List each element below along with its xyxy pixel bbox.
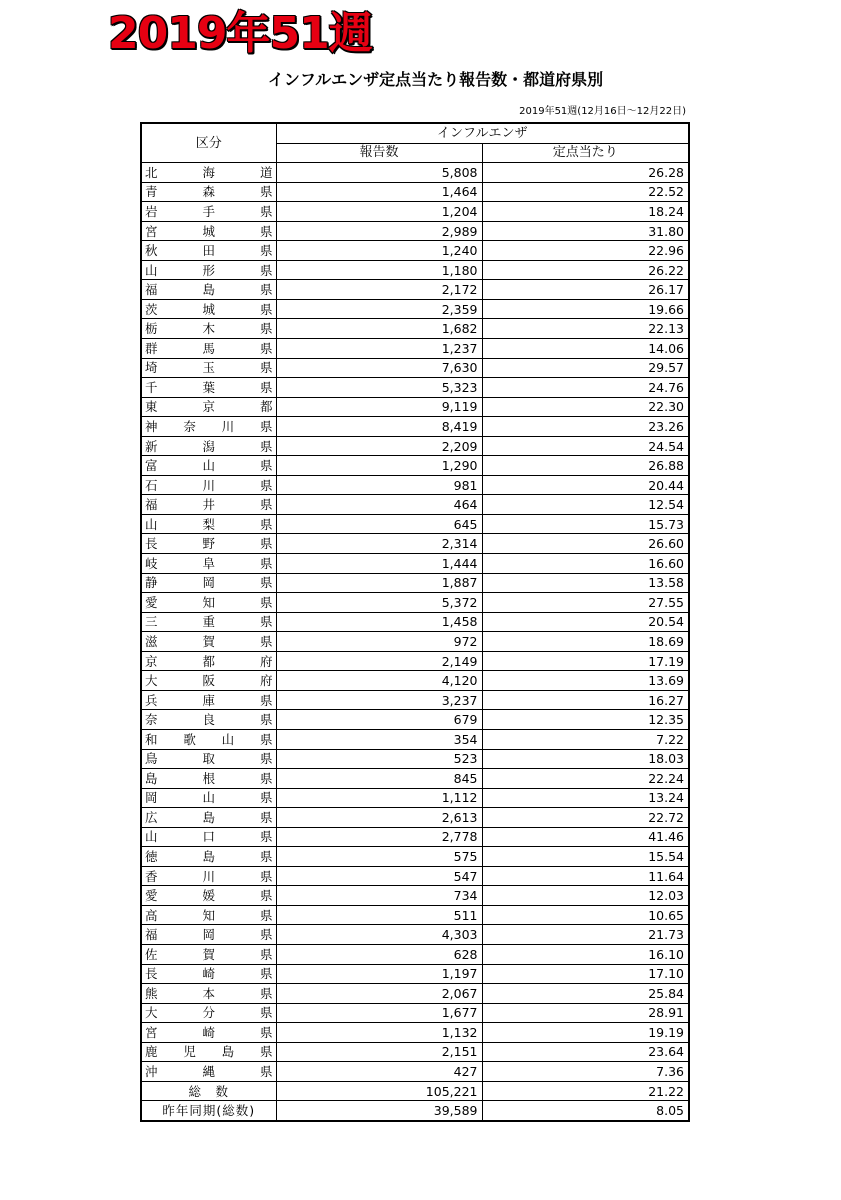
- region-name-text: 長 野 県: [145, 536, 273, 552]
- table-row: [141, 1062, 689, 1082]
- region-name-text: 広 島 県: [145, 809, 273, 825]
- per-sentinel-value: 22.72: [482, 808, 689, 828]
- table-row: [141, 163, 689, 183]
- report-count: 1,240: [276, 241, 482, 261]
- per-sentinel-value: 21.73: [482, 925, 689, 945]
- per-sentinel-value: 18.24: [482, 202, 689, 222]
- table-row: [141, 905, 689, 925]
- region-name-text: 徳 島 県: [145, 849, 273, 864]
- region-name: [141, 202, 276, 222]
- table-row: [141, 769, 689, 789]
- table-row: [141, 788, 689, 808]
- per-sentinel-value: 20.54: [482, 612, 689, 632]
- region-name-text: 京 都 府: [145, 653, 273, 669]
- report-count: 547: [276, 866, 482, 886]
- per-sentinel-value: 23.26: [482, 417, 689, 437]
- report-count: 972: [276, 632, 482, 652]
- region-name-text: 大 阪 府: [145, 673, 273, 689]
- per-sentinel-value: 26.22: [482, 260, 689, 280]
- region-name: [141, 612, 276, 632]
- table-row: [141, 554, 689, 574]
- per-sentinel-value: 31.80: [482, 221, 689, 241]
- region-name-text: 和 歌 山 県: [145, 731, 273, 747]
- report-count: 2,613: [276, 808, 482, 828]
- table-row: [141, 984, 689, 1004]
- region-name: [141, 690, 276, 710]
- table-row: [141, 260, 689, 280]
- table-row: [141, 514, 689, 534]
- table-row: [141, 1081, 689, 1101]
- region-name-text: 熊 本 県: [145, 985, 273, 1001]
- per-sentinel-value: 22.96: [482, 241, 689, 261]
- per-sentinel-value: 16.10: [482, 944, 689, 964]
- per-sentinel-value: 18.03: [482, 749, 689, 769]
- table-row: [141, 1003, 689, 1023]
- header-category: 区分: [141, 123, 276, 163]
- region-name: [141, 788, 276, 808]
- report-count: 679: [276, 710, 482, 730]
- per-sentinel-value: 25.84: [482, 984, 689, 1004]
- report-count: 2,172: [276, 280, 482, 300]
- region-name-text: 群 馬 県: [145, 340, 273, 356]
- region-name: [141, 241, 276, 261]
- per-sentinel-value: 17.19: [482, 651, 689, 671]
- region-name: [141, 964, 276, 984]
- per-sentinel-value: 13.58: [482, 573, 689, 593]
- report-count: 2,151: [276, 1042, 482, 1062]
- report-count: 7,630: [276, 358, 482, 378]
- region-name-text: 奈 良 県: [145, 712, 273, 728]
- per-sentinel-value: 11.64: [482, 866, 689, 886]
- report-count: 1,682: [276, 319, 482, 339]
- table-row: [141, 964, 689, 984]
- report-count: 1,458: [276, 612, 482, 632]
- region-name: [141, 378, 276, 398]
- region-name-text: 神 奈 川 県: [145, 418, 273, 434]
- report-count: 1,290: [276, 456, 482, 476]
- region-name-text: 山 形 県: [145, 262, 273, 278]
- per-sentinel-value: 13.24: [482, 788, 689, 808]
- table-row: [141, 221, 689, 241]
- region-name-text: 茨 城 県: [145, 301, 273, 317]
- region-name-text: 鳥 取 県: [145, 751, 273, 767]
- per-sentinel-value: 26.17: [482, 280, 689, 300]
- per-sentinel-value: 41.46: [482, 827, 689, 847]
- region-name-text: 福 岡 県: [145, 927, 273, 943]
- report-count: 5,323: [276, 378, 482, 398]
- region-name-text: 栃 木 県: [145, 321, 273, 337]
- report-count: 3,237: [276, 690, 482, 710]
- per-sentinel-value: 28.91: [482, 1003, 689, 1023]
- table-row: [141, 339, 689, 359]
- table-row: [141, 632, 689, 652]
- region-name: [141, 339, 276, 359]
- per-sentinel-value: 22.24: [482, 769, 689, 789]
- region-name: [141, 475, 276, 495]
- per-sentinel-value: 19.19: [482, 1023, 689, 1043]
- report-count: 2,067: [276, 984, 482, 1004]
- region-name-text: 宮 城 県: [145, 223, 273, 239]
- region-name-text: 沖 縄 県: [145, 1064, 273, 1080]
- per-sentinel-value: 10.65: [482, 905, 689, 925]
- per-sentinel-value: 22.30: [482, 397, 689, 417]
- table-row: [141, 202, 689, 222]
- region-name: [141, 495, 276, 515]
- region-name-text: 大 分 県: [145, 1005, 273, 1021]
- region-name-text: 千 葉 県: [145, 379, 273, 395]
- per-sentinel-value: 19.66: [482, 299, 689, 319]
- table-row: [141, 710, 689, 730]
- region-name-text: 岡 山 県: [145, 790, 273, 806]
- report-count: 2,314: [276, 534, 482, 554]
- table-row: [141, 749, 689, 769]
- region-name: [141, 319, 276, 339]
- region-name: [141, 260, 276, 280]
- table-row: [141, 925, 689, 945]
- region-name: [141, 456, 276, 476]
- region-name: [141, 358, 276, 378]
- report-count: 1,132: [276, 1023, 482, 1043]
- region-name: 総 数: [141, 1081, 276, 1101]
- region-name: 昨年同期(総数): [141, 1101, 276, 1121]
- table-row: [141, 866, 689, 886]
- table-row: [141, 182, 689, 202]
- region-name: [141, 299, 276, 319]
- table-row: [141, 1042, 689, 1062]
- region-name-text: 青 森 県: [145, 184, 273, 200]
- region-name: [141, 866, 276, 886]
- region-name-text: 富 山 県: [145, 458, 273, 474]
- region-name: [141, 573, 276, 593]
- table-row: [141, 299, 689, 319]
- region-name: [141, 1003, 276, 1023]
- region-name-text: 岐 阜 県: [145, 555, 273, 571]
- per-sentinel-value: 20.44: [482, 475, 689, 495]
- region-name-text: 福 井 県: [145, 497, 273, 513]
- header-reports: 報告数: [276, 143, 482, 163]
- region-name: [141, 163, 276, 183]
- report-count: 464: [276, 495, 482, 515]
- table-row: [141, 534, 689, 554]
- region-name: [141, 1023, 276, 1043]
- region-name: [141, 182, 276, 202]
- region-name: [141, 905, 276, 925]
- region-name: [141, 1062, 276, 1082]
- per-sentinel-value: 17.10: [482, 964, 689, 984]
- region-name-text: 福 島 県: [145, 282, 273, 298]
- table-row: [141, 319, 689, 339]
- table-row: [141, 690, 689, 710]
- per-sentinel-value: 26.28: [482, 163, 689, 183]
- per-sentinel-value: 15.54: [482, 847, 689, 867]
- per-sentinel-value: 22.13: [482, 319, 689, 339]
- region-name-text: 兵 庫 県: [145, 692, 273, 708]
- report-count: 2,989: [276, 221, 482, 241]
- per-sentinel-value: 12.35: [482, 710, 689, 730]
- report-count: 4,120: [276, 671, 482, 691]
- report-count: 1,464: [276, 182, 482, 202]
- region-name: [141, 632, 276, 652]
- report-count: 845: [276, 769, 482, 789]
- report-count: 1,204: [276, 202, 482, 222]
- region-name-text: 山 梨 県: [145, 516, 273, 532]
- table-row: [141, 417, 689, 437]
- table-row: [141, 671, 689, 691]
- table-row: [141, 280, 689, 300]
- region-name: [141, 436, 276, 456]
- table-row: [141, 1023, 689, 1043]
- region-name-text: 秋 田 県: [145, 243, 273, 259]
- per-sentinel-value: 12.03: [482, 886, 689, 906]
- table-row: [141, 593, 689, 613]
- table-row: [141, 612, 689, 632]
- region-name: [141, 729, 276, 749]
- per-sentinel-value: 18.69: [482, 632, 689, 652]
- report-count: 1,677: [276, 1003, 482, 1023]
- report-count: 5,808: [276, 163, 482, 183]
- region-name-text: 鹿 児 島 県: [145, 1044, 273, 1060]
- per-sentinel-value: 14.06: [482, 339, 689, 359]
- report-count: 9,119: [276, 397, 482, 417]
- region-name: [141, 944, 276, 964]
- per-sentinel-value: 7.36: [482, 1062, 689, 1082]
- table-row: [141, 651, 689, 671]
- per-sentinel-value: 15.73: [482, 514, 689, 534]
- region-name: [141, 417, 276, 437]
- region-name-text: 愛 知 県: [145, 594, 273, 610]
- report-count: 1,197: [276, 964, 482, 984]
- report-count: 1,180: [276, 260, 482, 280]
- region-name-text: 香 川 県: [145, 868, 273, 884]
- per-sentinel-value: 7.22: [482, 729, 689, 749]
- per-sentinel-value: 26.60: [482, 534, 689, 554]
- report-count: 2,149: [276, 651, 482, 671]
- region-name-text: 高 知 県: [145, 907, 273, 923]
- region-name: [141, 593, 276, 613]
- table-row: [141, 358, 689, 378]
- headline: 2019年51週: [108, 8, 372, 59]
- region-name-text: 山 口 県: [145, 829, 273, 845]
- region-name: [141, 280, 276, 300]
- period-label: 2019年51週(12月16日～12月22日): [519, 106, 686, 117]
- report-count: 511: [276, 905, 482, 925]
- report-count: 1,444: [276, 554, 482, 574]
- per-sentinel-value: 24.54: [482, 436, 689, 456]
- table-row: [141, 436, 689, 456]
- report-count: 1,237: [276, 339, 482, 359]
- per-sentinel-value: 16.27: [482, 690, 689, 710]
- header-disease: インフルエンザ: [276, 123, 689, 143]
- per-sentinel-value: 8.05: [482, 1101, 689, 1121]
- region-name-text: 島 根 県: [145, 770, 273, 786]
- report-count: 1,112: [276, 788, 482, 808]
- per-sentinel-value: 21.22: [482, 1081, 689, 1101]
- table-row: [141, 456, 689, 476]
- region-name: [141, 886, 276, 906]
- report-count: 1,887: [276, 573, 482, 593]
- report-count: 628: [276, 944, 482, 964]
- per-sentinel-value: 24.76: [482, 378, 689, 398]
- region-name-text: 滋 賀 県: [145, 633, 273, 649]
- region-name-text: 東 京 都: [145, 399, 273, 415]
- per-sentinel-value: 22.52: [482, 182, 689, 202]
- report-count: 5,372: [276, 593, 482, 613]
- table-row: [141, 475, 689, 495]
- report-count: 2,209: [276, 436, 482, 456]
- table-row: [141, 944, 689, 964]
- region-name-text: 岩 手 県: [145, 203, 273, 219]
- influenza-table: [140, 122, 690, 1122]
- table-row: [141, 495, 689, 515]
- region-name: [141, 769, 276, 789]
- report-count: 39,589: [276, 1101, 482, 1121]
- per-sentinel-value: 27.55: [482, 593, 689, 613]
- report-count: 427: [276, 1062, 482, 1082]
- region-name-text: 愛 媛 県: [145, 888, 273, 904]
- region-name: [141, 847, 276, 867]
- region-name-text: 埼 玉 県: [145, 360, 273, 376]
- region-name: [141, 514, 276, 534]
- region-name: [141, 671, 276, 691]
- per-sentinel-value: 13.69: [482, 671, 689, 691]
- table-row: [141, 827, 689, 847]
- region-name: [141, 827, 276, 847]
- report-count: 105,221: [276, 1081, 482, 1101]
- region-name: [141, 554, 276, 574]
- region-name: [141, 534, 276, 554]
- region-name-text: 新 潟 県: [145, 438, 273, 454]
- report-count: 575: [276, 847, 482, 867]
- table-body: [141, 163, 689, 1121]
- table-row: [141, 241, 689, 261]
- region-name: [141, 749, 276, 769]
- report-subtitle: インフルエンザ定点当たり報告数・都道府県別: [267, 70, 604, 89]
- report-count: 645: [276, 514, 482, 534]
- table-row: [141, 886, 689, 906]
- per-sentinel-value: 16.60: [482, 554, 689, 574]
- region-name: [141, 397, 276, 417]
- report-count: 523: [276, 749, 482, 769]
- per-sentinel-value: 26.88: [482, 456, 689, 476]
- region-name-text: 静 岡 県: [145, 575, 273, 591]
- region-name: [141, 651, 276, 671]
- region-name: [141, 808, 276, 828]
- region-name: [141, 221, 276, 241]
- per-sentinel-value: 12.54: [482, 495, 689, 515]
- table-row: [141, 397, 689, 417]
- table-row: [141, 1101, 689, 1121]
- region-name-text: 宮 崎 県: [145, 1024, 273, 1040]
- region-name: [141, 710, 276, 730]
- report-count: 354: [276, 729, 482, 749]
- table-header: [141, 123, 689, 163]
- region-name-text: 北 海 道: [145, 164, 273, 180]
- per-sentinel-value: 29.57: [482, 358, 689, 378]
- table-row: [141, 573, 689, 593]
- region-name-text: 三 重 県: [145, 614, 273, 630]
- report-count: 8,419: [276, 417, 482, 437]
- table-row: [141, 847, 689, 867]
- report-count: 981: [276, 475, 482, 495]
- report-count: 4,303: [276, 925, 482, 945]
- region-name: [141, 984, 276, 1004]
- table-row: [141, 808, 689, 828]
- region-name: [141, 925, 276, 945]
- region-name-text: 長 崎 県: [145, 966, 273, 982]
- table-row: [141, 729, 689, 749]
- table-row: [141, 378, 689, 398]
- report-count: 734: [276, 886, 482, 906]
- report-count: 2,778: [276, 827, 482, 847]
- report-count: 2,359: [276, 299, 482, 319]
- per-sentinel-value: 23.64: [482, 1042, 689, 1062]
- region-name: [141, 1042, 276, 1062]
- region-name-text: 石 川 県: [145, 477, 273, 493]
- region-name-text: 佐 賀 県: [145, 946, 273, 962]
- header-per-sentinel: 定点当たり: [482, 143, 689, 163]
